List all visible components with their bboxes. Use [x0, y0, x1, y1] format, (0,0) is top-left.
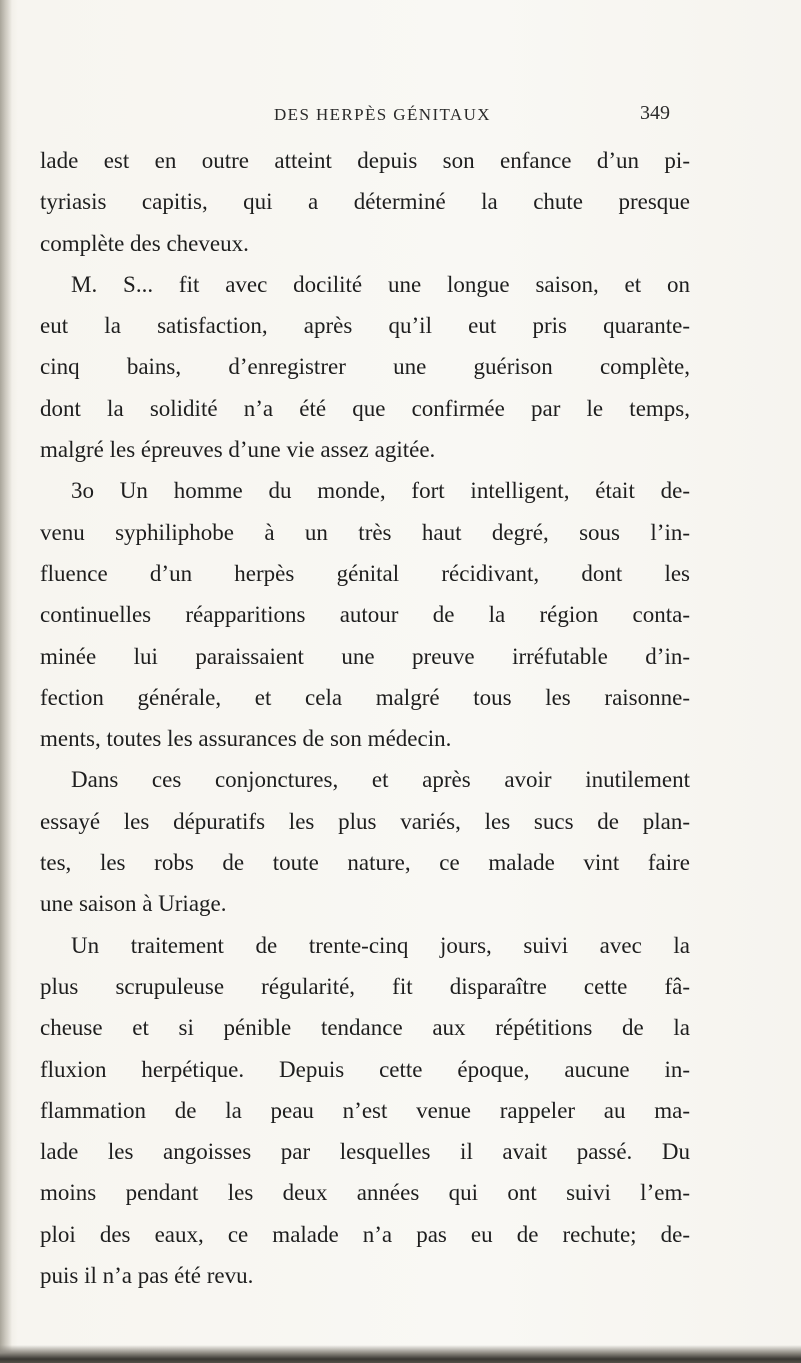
text-line: flammation de la peau n’est venue rappeler au ma- — [40, 1097, 690, 1123]
text-line: dont la solidité n’a été que confirmée par le temps, — [40, 395, 690, 421]
text-line: eut la satisfaction, après qu’il eut pris quarante- — [40, 313, 690, 339]
page-bottom-edge — [0, 1345, 801, 1363]
text-line: essayé les dépuratifs les plus variés, les sucs de plan- — [40, 808, 690, 834]
text-line: cheuse et si pénible tendance aux répétitions de la — [40, 1015, 690, 1041]
running-header — [0, 102, 801, 132]
text-line: M. S... fit avec docilité une longue saison, et on — [71, 271, 690, 297]
text-line: tes, les robs de toute nature, ce malade vint faire — [40, 850, 690, 876]
text-line: complète des cheveux. — [40, 230, 249, 256]
text-line: une saison à Uriage. — [40, 891, 227, 917]
text-line: Dans ces conjonctures, et après avoir inutilement — [71, 767, 690, 793]
text-line: puis il n’a pas été revu. — [40, 1263, 254, 1289]
text-line: 3o Un homme du monde, fort intelligent, était de- — [71, 478, 690, 504]
text-line: tyriasis capitis, qui a déterminé la chute presque — [40, 189, 690, 215]
text-line: moins pendant les deux années qui ont suivi l’em- — [40, 1180, 690, 1206]
page-number: 349 — [640, 102, 670, 124]
text-line: ploi des eaux, ce malade n’a pas eu de rechute; de- — [40, 1221, 690, 1247]
text-line: fluxion herpétique. Depuis cette époque, aucune in- — [40, 1056, 690, 1082]
text-line: lade les angoisses par lesquelles il avait passé. Du — [40, 1139, 690, 1165]
text-line: fection générale, et cela malgré tous les raisonne- — [40, 684, 690, 710]
text-line: cinq bains, d’enregistrer une guérison complète, — [40, 354, 690, 380]
body-text — [40, 140, 690, 1296]
text-line: plus scrupuleuse régularité, fit disparaître cette fâ- — [40, 973, 690, 999]
text-line: continuelles réapparitions autour de la région conta- — [40, 602, 690, 628]
text-line: minée lui paraissaient une preuve irréfutable d’in- — [40, 643, 690, 669]
running-title: DES HERPÈS GÉNITAUX — [274, 105, 491, 124]
text-line: ments, toutes les assurances de son médecin. — [40, 726, 452, 752]
text-line: malgré les épreuves d’une vie assez agitée. — [40, 437, 436, 463]
text-line: lade est en outre atteint depuis son enfance d’un pi- — [40, 148, 690, 173]
text-line: venu syphiliphobe à un très haut degré, sous l’in- — [40, 519, 690, 545]
text-line: fluence d’un herpès génital récidivant, dont les — [40, 560, 690, 586]
page-gutter-shadow — [0, 0, 12, 1363]
text-line: Un traitement de trente-cinq jours, suivi avec la — [71, 932, 690, 958]
